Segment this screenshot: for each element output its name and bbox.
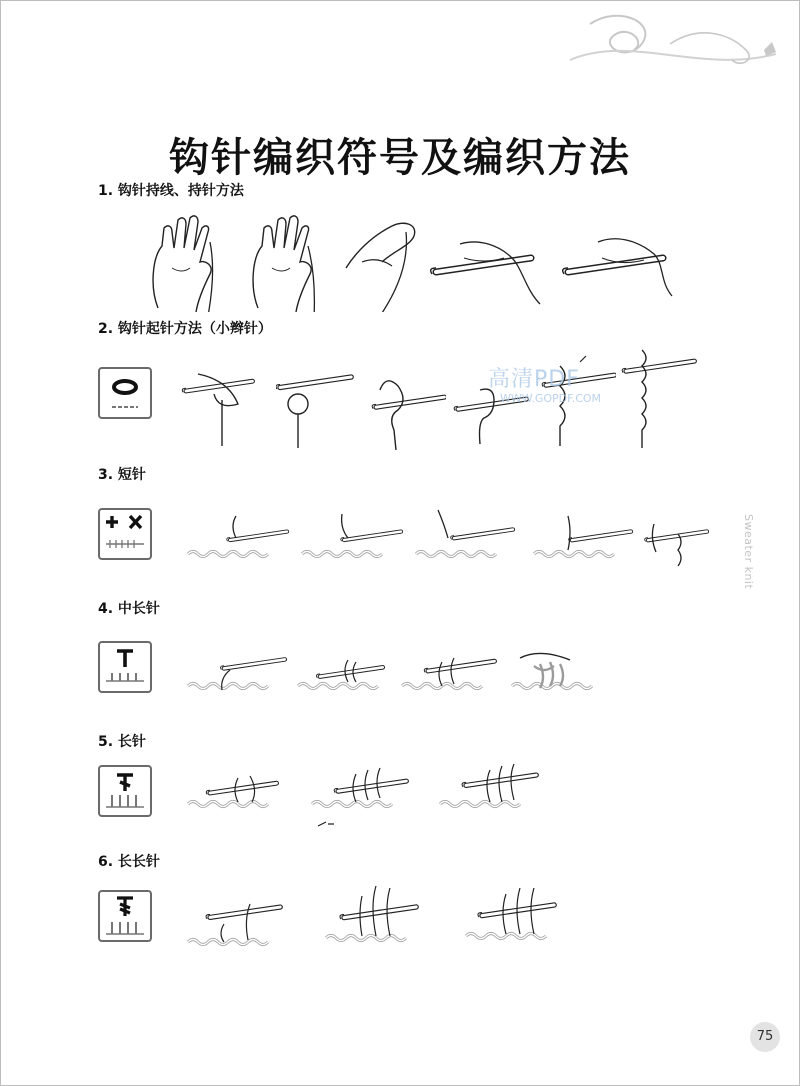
step-illustration <box>400 638 510 698</box>
chain-stitch-symbol-icon <box>98 367 152 419</box>
section-heading-double-crochet: 5. 长针 <box>98 734 146 750</box>
side-text: Sweater knit <box>742 514 755 590</box>
step-illustration <box>634 504 724 570</box>
treble-crochet-symbol-icon <box>98 890 152 942</box>
step-illustration <box>562 232 682 312</box>
section-heading-half-double: 4. 中长针 <box>98 601 160 617</box>
section-heading-chain-start: 2. 钩针起针方法（小辫针） <box>98 321 272 337</box>
step-illustration <box>140 212 230 312</box>
step-illustration <box>186 884 296 952</box>
decorative-dash <box>316 818 336 830</box>
page-title: 钩针编织符号及编织方法 <box>169 135 631 181</box>
step-illustration <box>324 878 434 948</box>
section-heading-treble-crochet: 6. 长长针 <box>98 854 160 870</box>
step-illustration <box>310 760 420 816</box>
step-illustration <box>296 642 406 698</box>
watermark-url: WWW.GOPDF.COM <box>500 392 602 405</box>
page-number: 75 <box>750 1022 780 1052</box>
step-illustration <box>430 232 550 312</box>
step-illustration <box>620 340 700 452</box>
step-illustration <box>276 360 356 450</box>
step-illustration <box>300 510 410 570</box>
watermark-text: 高清PDF <box>488 367 580 392</box>
section-heading-single-crochet: 3. 短针 <box>98 467 146 483</box>
step-illustration <box>178 360 258 450</box>
single-crochet-symbol-icon <box>98 508 152 560</box>
step-illustration <box>414 506 524 570</box>
half-double-crochet-symbol-icon <box>98 641 152 693</box>
step-illustration <box>532 510 642 570</box>
double-crochet-symbol-icon <box>98 765 152 817</box>
step-illustration <box>438 756 548 816</box>
step-illustration <box>186 762 296 816</box>
step-illustration <box>464 878 574 946</box>
step-illustration <box>186 642 296 698</box>
step-illustration <box>366 360 446 450</box>
section-heading-hold-yarn: 1. 钩针持线、持针方法 <box>98 183 244 199</box>
step-illustration <box>240 212 330 312</box>
floral-flourish-icon <box>550 4 790 84</box>
step-illustration <box>510 642 600 698</box>
step-illustration <box>186 510 296 570</box>
step-illustration <box>342 212 432 312</box>
